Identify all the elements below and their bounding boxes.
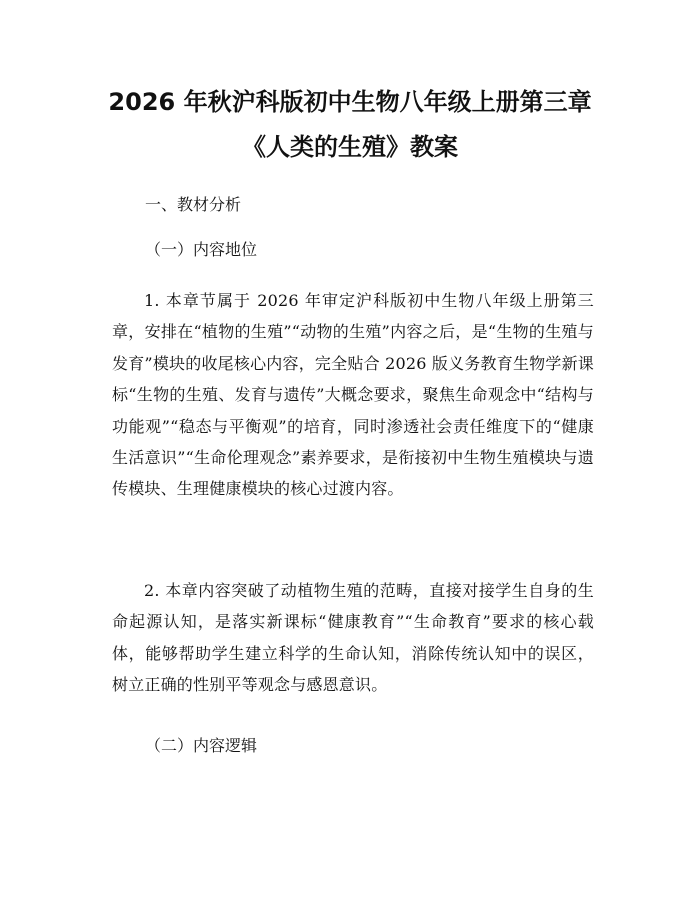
document-title-line-1: 2026 年秋沪科版初中生物八年级上册第三章	[108, 88, 592, 116]
paragraph-2: 2. 本章内容突破了动植物生殖的范畴，直接对接学生自身的生命起源认知，是落实新课标“健康教育”“生命教育”要求的核心载体，能够帮助学生建立科学的生命认知，消除传统认知中的误区，树立正确的性别平等观念与感恩意识。	[112, 581, 594, 695]
subsection-heading-content-position: （一）内容地位	[145, 240, 258, 259]
paragraph-1: 1. 本章节属于 2026 年审定沪科版初中生物八年级上册第三章，安排在“植物的生殖”“动物的生殖”内容之后，是“生物的生殖与发育”模块的收尾核心内容，完全贴合 2026 版义务教育生物学新课标“生物的生殖、发育与遗传”大概念要求，聚焦生命观念中“结构与功能观”“稳态与平衡观”的培育，同时渗透社会责任维度下的“健康生活意识”“生命伦理观念”素养要求，是衔接初中生物生殖模块与遗传模块、生理健康模块的核心过渡内容。	[112, 291, 594, 499]
subsection-heading-content-logic: （二）内容逻辑	[145, 736, 258, 755]
section-heading-teaching-material-analysis: 一、教材分析	[145, 195, 242, 214]
document-title-line-2: 《人类的生殖》教案	[242, 133, 458, 161]
